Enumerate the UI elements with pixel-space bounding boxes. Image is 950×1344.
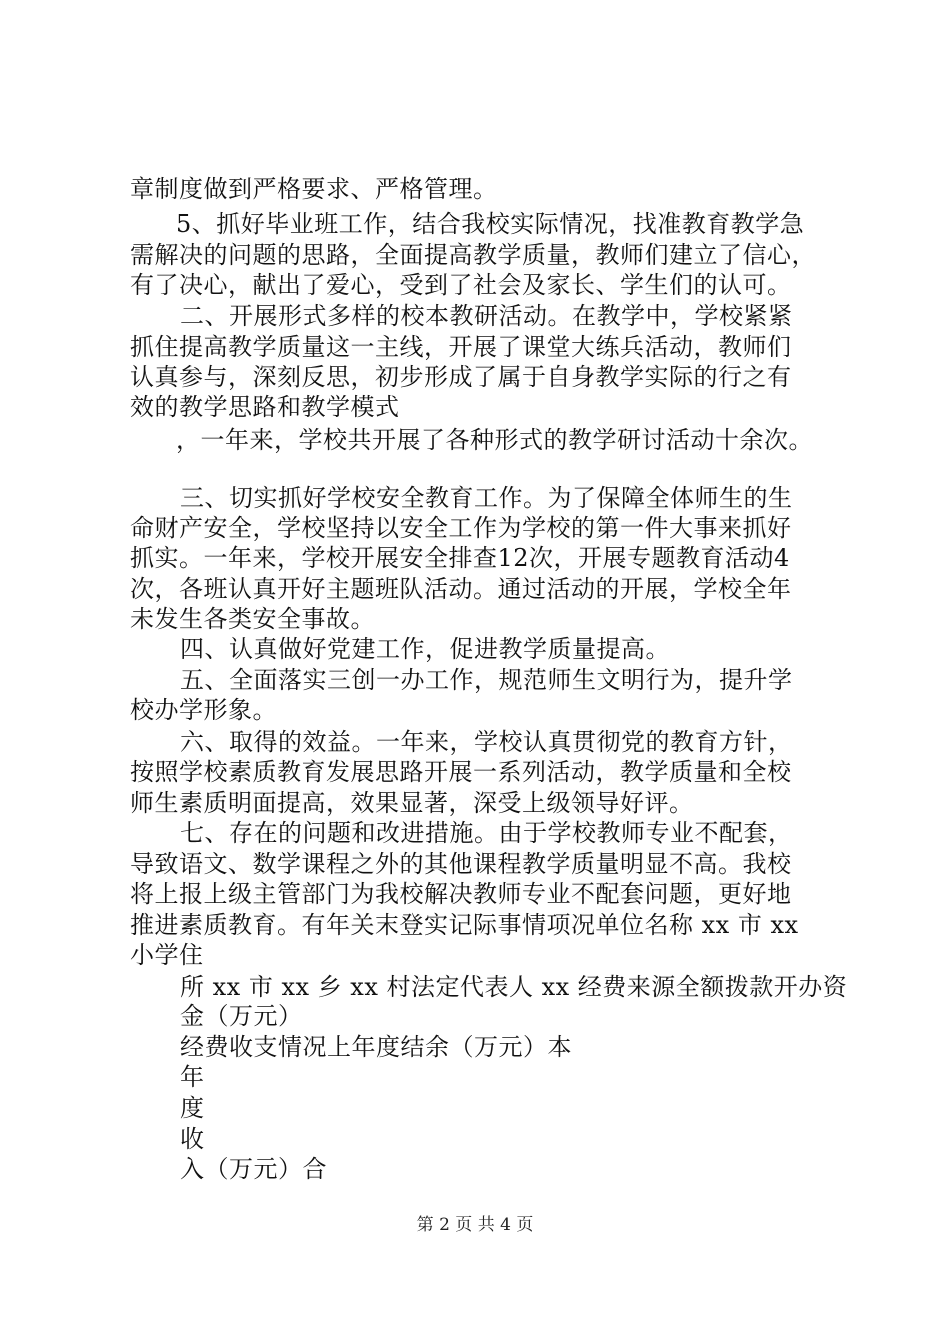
text-line: 所 xx 市 xx 乡 xx 村法定代表人 xx 经费来源全额拨款开办资 <box>180 973 848 1001</box>
text-line: 有了决心，献出了爱心，受到了社会及家长、学生们的认可。 <box>130 271 792 299</box>
text-line: 命财产安全，学校坚持以安全工作为学校的第一件大事来抓好 <box>130 514 792 542</box>
text-line: 按照学校素质教育发展思路开展一系列活动，教学质量和全校 <box>130 758 792 786</box>
text-line: 五、全面落实三创一办工作，规范师生文明行为，提升学 <box>180 666 793 694</box>
text-line: 六、取得的效益。一年来，学校认真贯彻党的教育方针， <box>180 728 793 756</box>
text-line: 认真参与，深刻反思，初步形成了属于自身教学实际的行之有 <box>130 363 792 391</box>
text-line: 次，各班认真开好主题班队活动。通过活动的开展，学校全年 <box>130 575 792 603</box>
text-line: 将上报上级主管部门为我校解决教师专业不配套问题，更好地 <box>130 880 792 908</box>
text-line: 抓实。一年来，学校开展安全排查12次，开展专题教育活动4 <box>130 544 790 572</box>
text-line: ，一年来，学校共开展了各种形式的教学研讨活动十余次。 <box>176 426 813 454</box>
text-line: 入（万元）合 <box>180 1155 327 1183</box>
text-line: 收 <box>180 1125 205 1153</box>
text-line: 推进素质教育。有年关末登实记际事情项况单位名称 xx 市 xx <box>130 911 799 939</box>
text-line: 需解决的问题的思路，全面提高教学质量，教师们建立了信心， <box>130 241 816 269</box>
text-line: 5、抓好毕业班工作，结合我校实际情况，找准教育教学急 <box>176 210 805 238</box>
text-line: 四、认真做好党建工作，促进教学质量提高。 <box>180 635 670 663</box>
text-line: 金（万元） <box>180 1002 303 1030</box>
text-line: 七、存在的问题和改进措施。由于学校教师专业不配套， <box>180 819 793 847</box>
text-line: 经费收支情况上年度结余（万元）本 <box>180 1033 572 1061</box>
text-line: 导致语文、数学课程之外的其他课程教学质量明显不高。我校 <box>130 850 792 878</box>
text-line: 小学住 <box>130 941 204 969</box>
text-line: 度 <box>180 1094 205 1122</box>
text-line: 抓住提高教学质量这一主线，开展了课堂大练兵活动，教师们 <box>130 333 792 361</box>
page-number: 第 2 页 共 4 页 <box>416 1215 534 1235</box>
text-line: 效的教学思路和教学模式 <box>130 393 400 421</box>
text-line: 师生素质明面提高，效果显著，深受上级领导好评。 <box>130 789 694 817</box>
text-line: 年 <box>180 1063 205 1091</box>
text-line: 二、开展形式多样的校本教研活动。在教学中，学校紧紧 <box>180 302 793 330</box>
text-line: 三、切实抓好学校安全教育工作。为了保障全体师生的生 <box>180 484 793 512</box>
text-line: 校办学形象。 <box>130 696 277 724</box>
text-line: 未发生各类安全事故。 <box>130 605 375 633</box>
text-line: 章制度做到严格要求、严格管理。 <box>130 175 498 203</box>
